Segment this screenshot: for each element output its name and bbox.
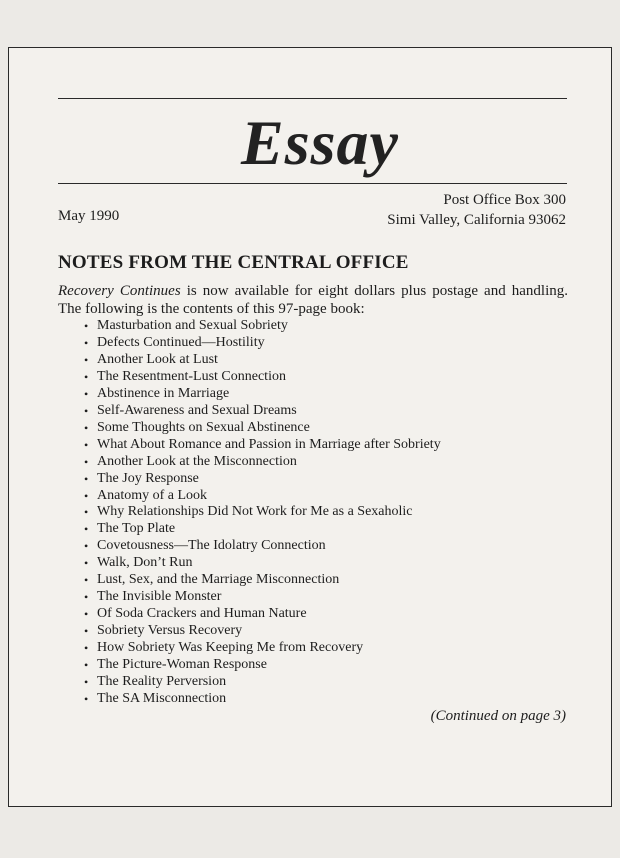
contents-list-item: • The Joy Response (84, 471, 441, 488)
address-line-2: Simi Valley, California 93062 (387, 212, 566, 228)
top-rule (58, 98, 567, 99)
contents-list-item: • Of Soda Crackers and Human Nature (84, 606, 441, 623)
contents-list-item: • The Top Plate (84, 521, 441, 538)
masthead-rule (58, 183, 567, 184)
contents-list-item: • The Reality Perversion (84, 674, 441, 691)
contents-list-item: • Another Look at Lust (84, 352, 441, 369)
contents-list-item: • Anatomy of a Look (84, 488, 441, 505)
intro-paragraph (58, 282, 568, 318)
contents-list-item: • The Resentment-Lust Connection (84, 369, 441, 386)
contents-list-item: • What About Romance and Passion in Marriage after Sobriety (84, 437, 441, 454)
book-title: Recovery Continues (58, 283, 181, 299)
intro-text: is now available for eight dollars plus postage and handling. The following is the contents of this 97-page book: (58, 283, 568, 317)
contents-list (84, 318, 441, 708)
contents-list-item: • The Invisible Monster (84, 589, 441, 606)
contents-list-item: • Walk, Don’t Run (84, 555, 441, 572)
contents-list-item: • Defects Continued—Hostility (84, 335, 441, 352)
address-line-1: Post Office Box 300 (443, 192, 566, 208)
contents-list-item: • Another Look at the Misconnection (84, 454, 441, 471)
contents-list-item: • Self-Awareness and Sexual Dreams (84, 403, 441, 420)
contents-list-item: • Lust, Sex, and the Marriage Misconnection (84, 572, 441, 589)
contents-list-item: • The SA Misconnection (84, 691, 441, 708)
address-block (387, 190, 566, 230)
contents-list-item: • The Picture-Woman Response (84, 657, 441, 674)
issue-date: May 1990 (58, 208, 120, 224)
masthead-title: Essay (241, 107, 399, 178)
section-heading: NOTES FROM THE CENTRAL OFFICE (58, 252, 409, 273)
contents-list-item: • Sobriety Versus Recovery (84, 623, 441, 640)
contents-list-item: • Why Relationships Did Not Work for Me as a Sexaholic (84, 504, 441, 521)
contents-list-item: • How Sobriety Was Keeping Me from Recovery (84, 640, 441, 657)
contents-list-item: • Abstinence in Marriage (84, 386, 441, 403)
contents-list-item: • Covetousness—The Idolatry Connection (84, 538, 441, 555)
continued-note: (Continued on page 3) (430, 708, 566, 724)
contents-list-item: • Masturbation and Sexual Sobriety (84, 318, 441, 335)
contents-list-item: • Some Thoughts on Sexual Abstinence (84, 420, 441, 437)
